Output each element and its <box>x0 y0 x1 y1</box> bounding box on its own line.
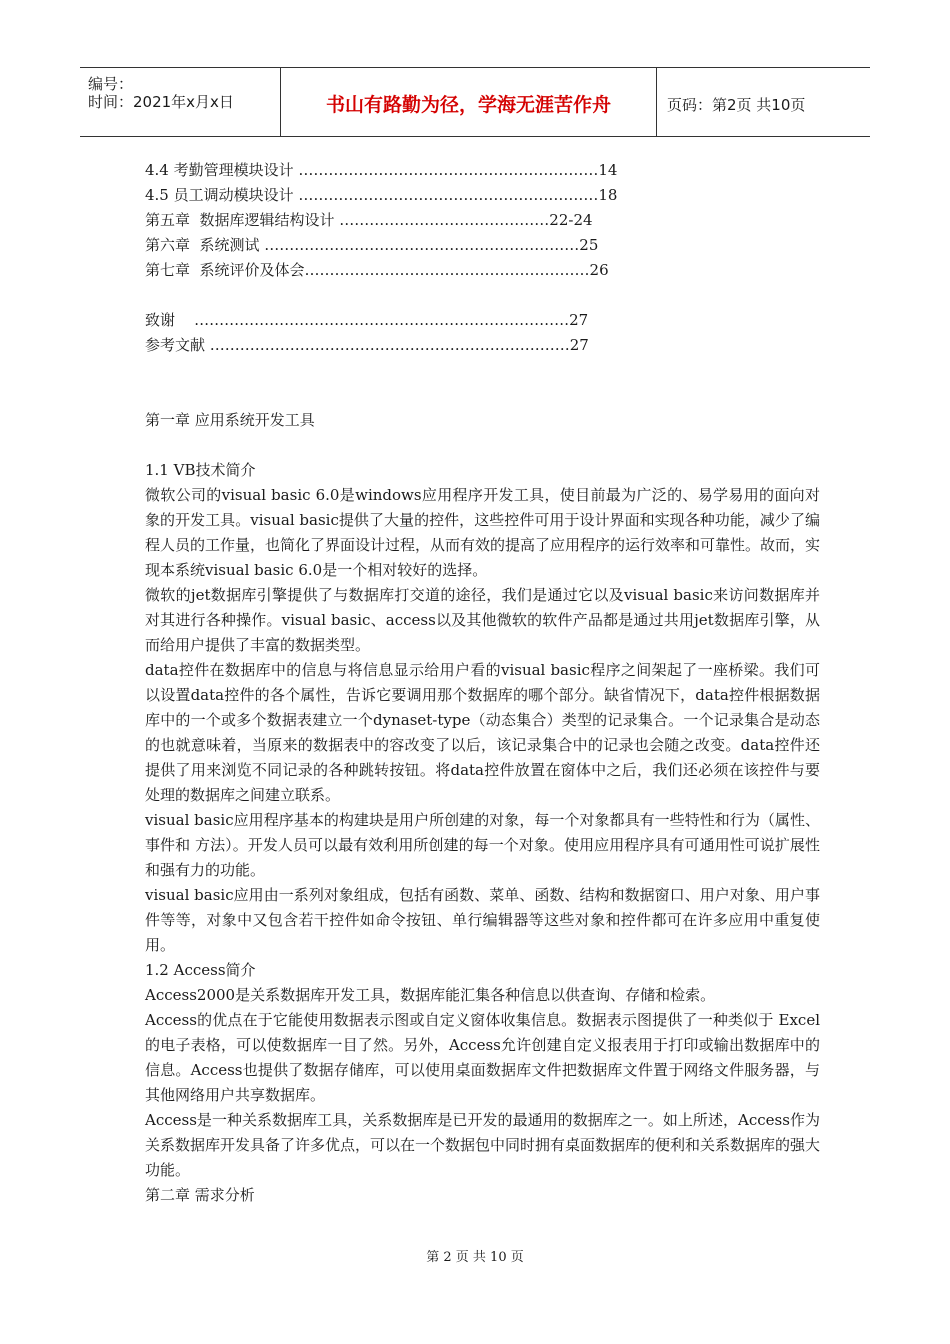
chapter-heading: 第一章 应用系统开发工具 <box>145 411 315 429</box>
header-page-cell <box>657 68 870 136</box>
toc-entry: 4.5 员工调动模块设计 ……………………………………………………18 <box>145 186 618 204</box>
toc-entry: 第七章 系统评价及体会…………………………………………………26 <box>145 261 609 279</box>
document-number-label: 编号： <box>88 75 134 93</box>
toc-entry: 第五章 数据库逻辑结构设计 ……………………………………22-24 <box>145 211 593 229</box>
header-page-number: 页码：第2页 共10页 <box>667 96 806 114</box>
section-heading: 1.1 VB技术简介 <box>145 461 256 479</box>
page-body <box>145 158 820 1208</box>
body-paragraph: Access是一种关系数据库工具，关系数据库是已开发的最通用的数据库之一。如上所述，Access作为关系数据库开发具备了许多优点，可以在一个数据包中同时拥有桌面数据库的便利和关系数据库的强大功能。 <box>145 1111 821 1179</box>
toc-entry: 参考文献 ………………………………………………………………27 <box>145 336 589 354</box>
header-motto: 书山有路勤为径，学海无涯苦作舟 <box>325 94 611 116</box>
body-paragraph: visual basic应用由一系列对象组成，包括有函数、菜单、函数、结构和数据窗口、用户对象、用户事件等等，对象中又包含若干控件如命令按钮、单行编辑器等这些对象和控件都可在许多应用中重复使用。 <box>145 886 820 954</box>
document-date-label: 时间：2021年x月x日 <box>88 93 234 111</box>
body-paragraph: visual basic应用程序基本的构建块是用户所创建的对象，每一个对象都具有一些特性和行为（属性、事件和 方法）。开发人员可以最有效利用所创建的每一个对象。使用应用程序具有可通用性可说扩展性和强有力的功能。 <box>145 811 820 879</box>
body-paragraph: 微软公司的visual basic 6.0是windows应用程序开发工具，使目前最为广泛的、易学易用的面向对象的开发工具。visual basic提供了大量的控件，这些控件可用于设计界面和实现各种功能，减少了编程人员的工作量，也简化了界面设计过程，从而有效的提高了应用程序的运行效率和可靠性。故而，实现本系统visual basic 6.0是一个相对较好的选择。 <box>145 486 821 579</box>
toc-entry: 4.4 考勤管理模块设计 ……………………………………………………14 <box>145 161 618 179</box>
toc-entry: 致谢 …………………………………………………………………27 <box>145 311 589 329</box>
body-paragraph: Access2000是关系数据库开发工具，数据库能汇集各种信息以供查询、存储和检索。 <box>145 986 716 1004</box>
body-paragraph: data控件在数据库中的信息与将信息显示给用户看的visual basic程序之间架起了一座桥梁。我们可以设置data控件的各个属性，告诉它要调用那个数据库的哪个部分。缺省情况下，data控件根据数据库中的一个或多个数据表建立一个dynaset-type（动态集合）类型的记录集合。一个记录集合是动态的也就意味着，当原来的数据表中的容改变了以后，该记录集合中的记录也会随之改变。data控件还提供了用来浏览不同记录的各种跳转按钮。将data控件放置在窗体中之后，我们还必须在该控件与要处理的数据库之间建立联系。 <box>145 661 820 804</box>
chapter-heading: 第二章 需求分析 <box>145 1186 255 1204</box>
body-paragraph: Access的优点在于它能使用数据表示图或自定义窗体收集信息。数据表示图提供了一种类似于 Excel的电子表格，可以使数据库一目了然。另外，Access允许创建自定义报表用于打印或输出数据库中的信息。Access也提供了数据存储库，可以使用桌面数据库文件把数据库文件置于网络文件服务器，与其他网络用户共享数据库。 <box>145 1011 820 1104</box>
body-paragraph: 微软的jet数据库引擎提供了与数据库打交道的途径，我们是通过它以及visual basic来访问数据库并对其进行各种操作。visual basic、access以及其他微软的软件产品都是通过共用jet数据库引擎，从而给用户提供了丰富的数据类型。 <box>145 586 820 654</box>
header-motto-cell <box>281 68 657 136</box>
page-header <box>80 67 870 137</box>
section-heading: 1.2 Access简介 <box>145 961 256 979</box>
header-info-cell <box>80 68 281 136</box>
toc-entry: 第六章 系统测试 ………………………………………………………25 <box>145 236 599 254</box>
page-footer: 第 2 页 共 10 页 <box>426 1250 524 1265</box>
